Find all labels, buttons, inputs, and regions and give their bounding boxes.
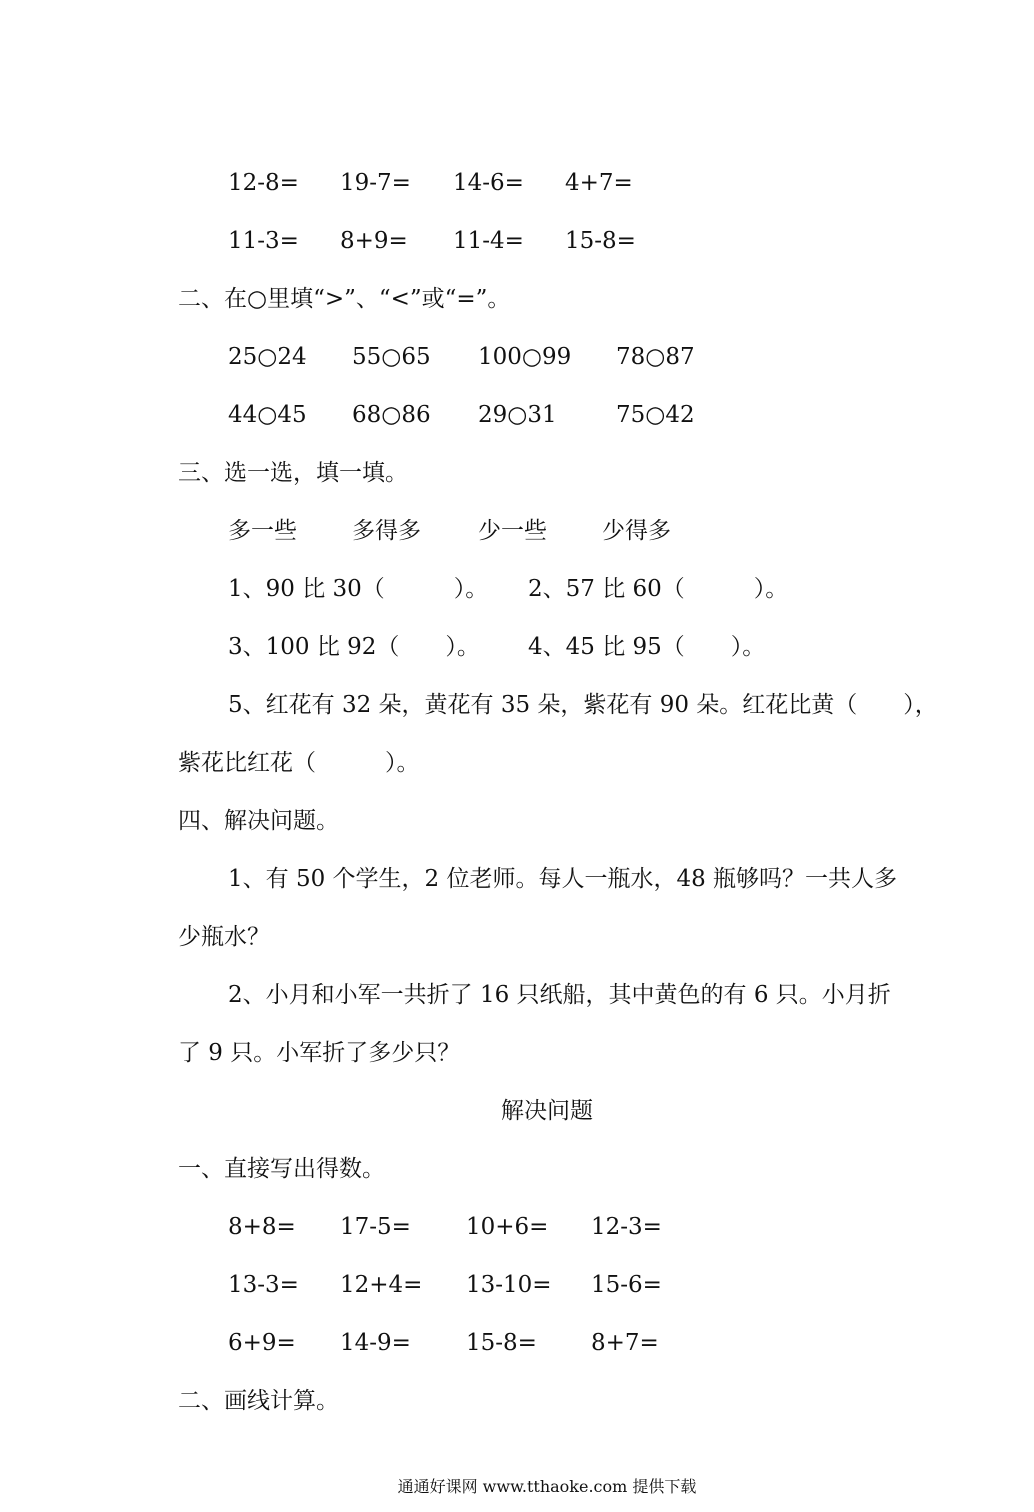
p2-calc-row-3: [0, 1327, 1034, 1359]
calc-item: 12+4=: [340, 1272, 423, 1298]
calc-item: 8+9=: [340, 228, 408, 254]
footer-credit: 通通好课网 www.tthaoke.com 提供下载: [397, 1477, 697, 1496]
question-row-1: [0, 573, 1034, 605]
question-5-line-2: 紫花比红花（ ）。: [178, 750, 420, 776]
question-5-line-1: 5、红花有 32 朵，黄花有 35 朵，紫花有 90 朵。红花比黄（ ），: [228, 692, 938, 718]
section-3-title: 三、选一选，填一填。: [178, 460, 408, 486]
p2-section-1-title: 一、直接写出得数。: [178, 1156, 385, 1182]
calc-item: 8+8=: [228, 1214, 296, 1240]
choice-item: 多得多: [352, 518, 421, 544]
compare-item: 44○45: [228, 402, 307, 428]
compare-item: 68○86: [352, 402, 431, 428]
compare-item: 55○65: [352, 344, 431, 370]
p2-calc-row-2: [0, 1269, 1034, 1301]
calc-item: 14-6=: [453, 170, 524, 196]
choice-item: 少一些: [478, 518, 547, 544]
compare-item: 29○31: [478, 402, 557, 428]
compare-row-2: [0, 399, 1034, 431]
calc-item: 15-6=: [591, 1272, 662, 1298]
compare-item: 78○87: [616, 344, 695, 370]
calc-item: 4+7=: [565, 170, 633, 196]
calc-item: 14-9=: [340, 1330, 411, 1356]
compare-item: 100○99: [478, 344, 572, 370]
calc-item: 13-10=: [466, 1272, 552, 1298]
compare-row-1: [0, 341, 1034, 373]
choice-row: [0, 515, 1034, 547]
question-row-2: [0, 631, 1034, 663]
calc-item: 13-3=: [228, 1272, 299, 1298]
calc-item: 15-8=: [466, 1330, 537, 1356]
calc-item: 15-8=: [565, 228, 636, 254]
calc-item: 19-7=: [340, 170, 411, 196]
calc-item: 10+6=: [466, 1214, 549, 1240]
p2-calc-row-1: [0, 1211, 1034, 1243]
problem-1-line-2: 少瓶水？: [178, 924, 270, 950]
problem-2-line-2: 了 9 只。小军折了多少只？: [178, 1040, 461, 1066]
calc-item: 8+7=: [591, 1330, 659, 1356]
p2-section-2-title: 二、画线计算。: [178, 1388, 339, 1414]
calc-item: 11-3=: [228, 228, 299, 254]
question-item: 3、100 比 92（ ）。: [228, 634, 480, 660]
choice-item: 少得多: [602, 518, 671, 544]
calc-item: 17-5=: [340, 1214, 411, 1240]
problem-2-line-1: 2、小月和小军一共折了 16 只纸船，其中黄色的有 6 只。小月折: [228, 982, 891, 1008]
calc-row-2: [0, 225, 1034, 257]
calc-row-1: [0, 167, 1034, 199]
compare-item: 75○42: [616, 402, 695, 428]
page-heading: 解决问题: [501, 1098, 593, 1124]
question-item: 1、90 比 30（ ）。: [228, 576, 489, 602]
calc-item: 11-4=: [453, 228, 524, 254]
question-item: 2、57 比 60（ ）。: [528, 576, 789, 602]
section-4-title: 四、解决问题。: [178, 808, 339, 834]
choice-item: 多一些: [228, 518, 297, 544]
section-2-title: 二、在○里填“>”、“<”或“=”。: [178, 286, 511, 312]
compare-item: 25○24: [228, 344, 307, 370]
problem-1-line-1: 1、有 50 个学生，2 位老师。每人一瓶水，48 瓶够吗？一共人多: [228, 866, 898, 892]
question-item: 4、45 比 95（ ）。: [528, 634, 766, 660]
calc-item: 6+9=: [228, 1330, 296, 1356]
calc-item: 12-3=: [591, 1214, 662, 1240]
calc-item: 12-8=: [228, 170, 299, 196]
